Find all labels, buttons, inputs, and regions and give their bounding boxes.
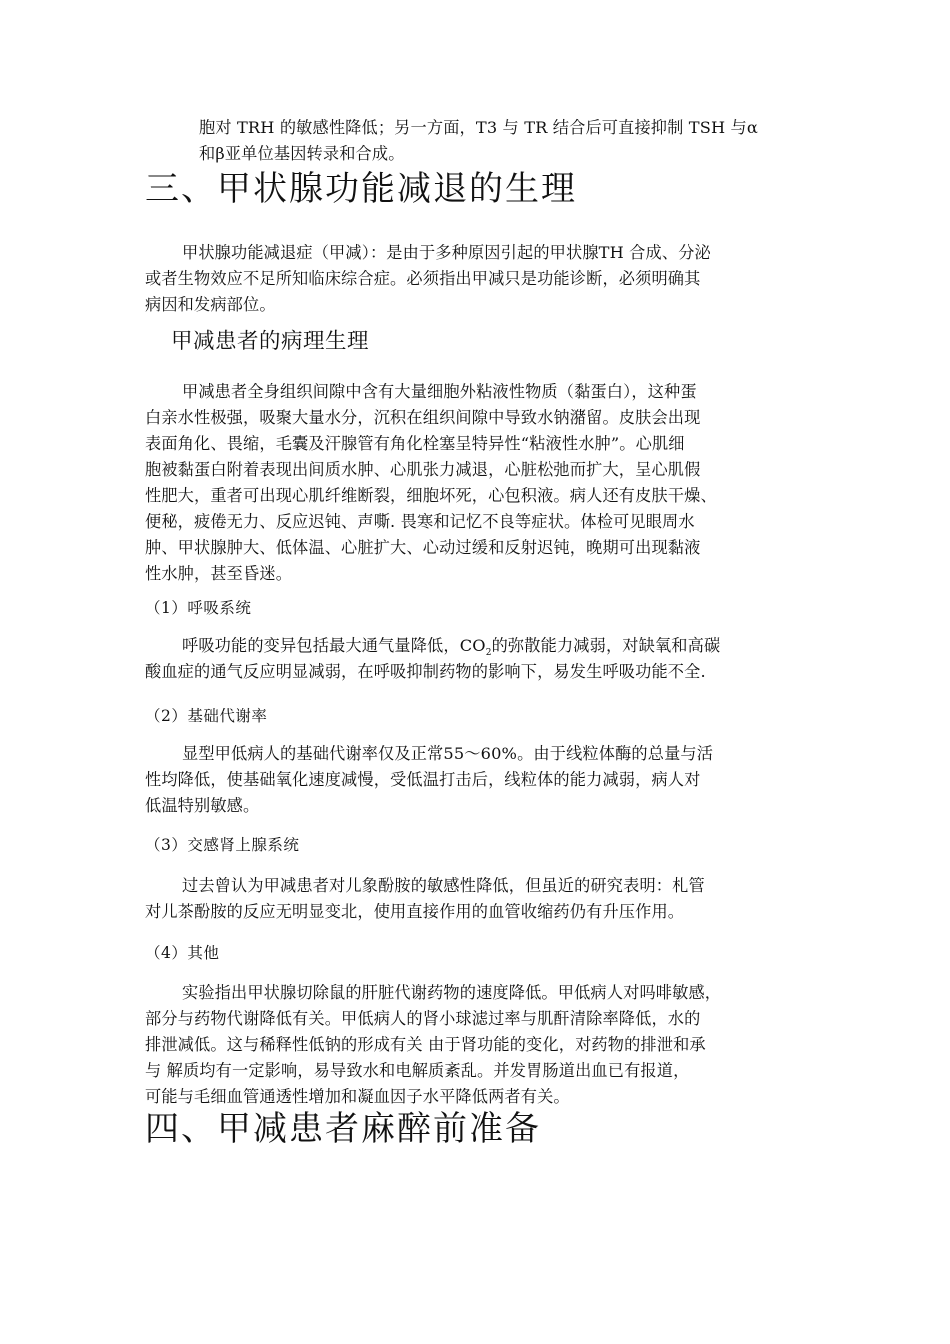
text-run: 的弥散能力减弱，对缺氧和高碳 bbox=[491, 636, 721, 655]
text-line: 显型甲低病人的基础代谢率仅及正常55～60%。由于线粒体酶的总量与活 bbox=[182, 744, 714, 763]
text-line: 和β亚单位基因转录和合成。 bbox=[199, 144, 405, 163]
text-line: 便秘，疲倦无力、反应迟钝、声嘶. 畏寒和记忆不良等症状。体检可见眼周水 bbox=[145, 512, 695, 531]
text-line: 与 解质均有一定影响，易导致水和电解质紊乱。并发胃肠道出血已有报道， bbox=[145, 1061, 690, 1080]
text-line: 酸血症的通气反应明显减弱，在呼吸抑制药物的影响下，易发生呼吸功能不全. bbox=[145, 662, 706, 681]
text-line: 或者生物效应不足所知临床综合症。必须指出甲减只是功能诊断，必须明确其 bbox=[145, 269, 701, 288]
subsection-heading: 甲减患者的病理生理 bbox=[171, 329, 370, 354]
sympathetic-heading: （3）交感肾上腺系统 bbox=[145, 836, 300, 854]
text-line: 过去曾认为甲减患者对儿象酚胺的敏感性降低，但虽近的研究表明：札管 bbox=[182, 876, 705, 895]
metabolism-paragraph bbox=[145, 741, 713, 819]
metabolism-heading: （2）基础代谢率 bbox=[145, 707, 268, 725]
text-line: 胞对 TRH 的敏感性降低；另一方面，T3 与 TR 结合后可直接抑制 TSH 与α bbox=[199, 118, 758, 137]
respiratory-paragraph bbox=[145, 633, 720, 685]
text-line: 甲状腺功能减退症（甲减）：是由于多种原因引起的甲状腺TH 合成、分泌 bbox=[182, 243, 711, 262]
text-line: 白亲水性极强，吸聚大量水分，沉积在组织间隙中导致水钠潴留。皮肤会出现 bbox=[145, 408, 701, 427]
text-line: 病因和发病部位。 bbox=[145, 295, 276, 314]
pathophysiology-paragraph bbox=[145, 379, 717, 587]
text-line: 性水肿，甚至昏迷。 bbox=[145, 564, 293, 583]
text-line: 实验指出甲状腺切除鼠的肝脏代谢药物的速度降低。甲低病人对吗啡敏感， bbox=[182, 983, 722, 1002]
text-line: 肿、甲状腺肿大、低体温、心脏扩大、心动过缓和反射迟钝，晚期可出现黏液 bbox=[145, 538, 701, 557]
other-paragraph bbox=[145, 980, 721, 1110]
sympathetic-paragraph bbox=[145, 873, 705, 925]
text-line: 性均降低，使基础氧化速度减慢，受低温打击后，线粒体的能力减弱，病人对 bbox=[145, 770, 701, 789]
text-line: 可能与毛细血管通透性增加和凝血因子水平降低两者有关。 bbox=[145, 1087, 570, 1106]
text-line: 胞被黏蛋白附着表现出间质水肿、心肌张力减退，心脏松弛而扩大，呈心肌假 bbox=[145, 460, 701, 479]
text-line bbox=[145, 633, 720, 659]
text-line: 部分与药物代谢降低有关。甲低病人的肾小球滤过率与肌酐清除率降低，水的 bbox=[145, 1009, 701, 1028]
section-heading-4: 四、甲减患者麻醉前准备 bbox=[145, 1109, 541, 1149]
text-line: 低温特别敏感。 bbox=[145, 796, 260, 815]
text-line: 表面角化、畏缩，毛囊及汗腺管有角化栓塞呈特异性“粘液性水肿”。心肌细 bbox=[145, 434, 685, 453]
text-line: 对儿茶酚胺的反应无明显变北，使用直接作用的血管收缩药仍有升压作用。 bbox=[145, 902, 685, 921]
intro-paragraph bbox=[199, 115, 758, 167]
other-heading: （4）其他 bbox=[145, 944, 220, 962]
text-line: 性肥大，重者可出现心肌纤维断裂，细胞坏死，心包积液。病人还有皮肤干燥、 bbox=[145, 486, 717, 505]
text-line: 排泄减低。这与稀释性低钠的形成有关 由于肾功能的变化，对药物的排泄和承 bbox=[145, 1035, 706, 1054]
text-run: 呼吸功能的变异包括最大通气量降低，CO bbox=[182, 636, 486, 655]
subscript: 2 bbox=[485, 648, 492, 658]
section-heading-3: 三、甲状腺功能减退的生理 bbox=[145, 169, 577, 209]
text-line: 甲减患者全身组织间隙中含有大量细胞外粘液性物质（黏蛋白），这种蛋 bbox=[182, 382, 697, 401]
respiratory-heading: （1）呼吸系统 bbox=[145, 599, 252, 617]
definition-paragraph bbox=[145, 240, 711, 318]
